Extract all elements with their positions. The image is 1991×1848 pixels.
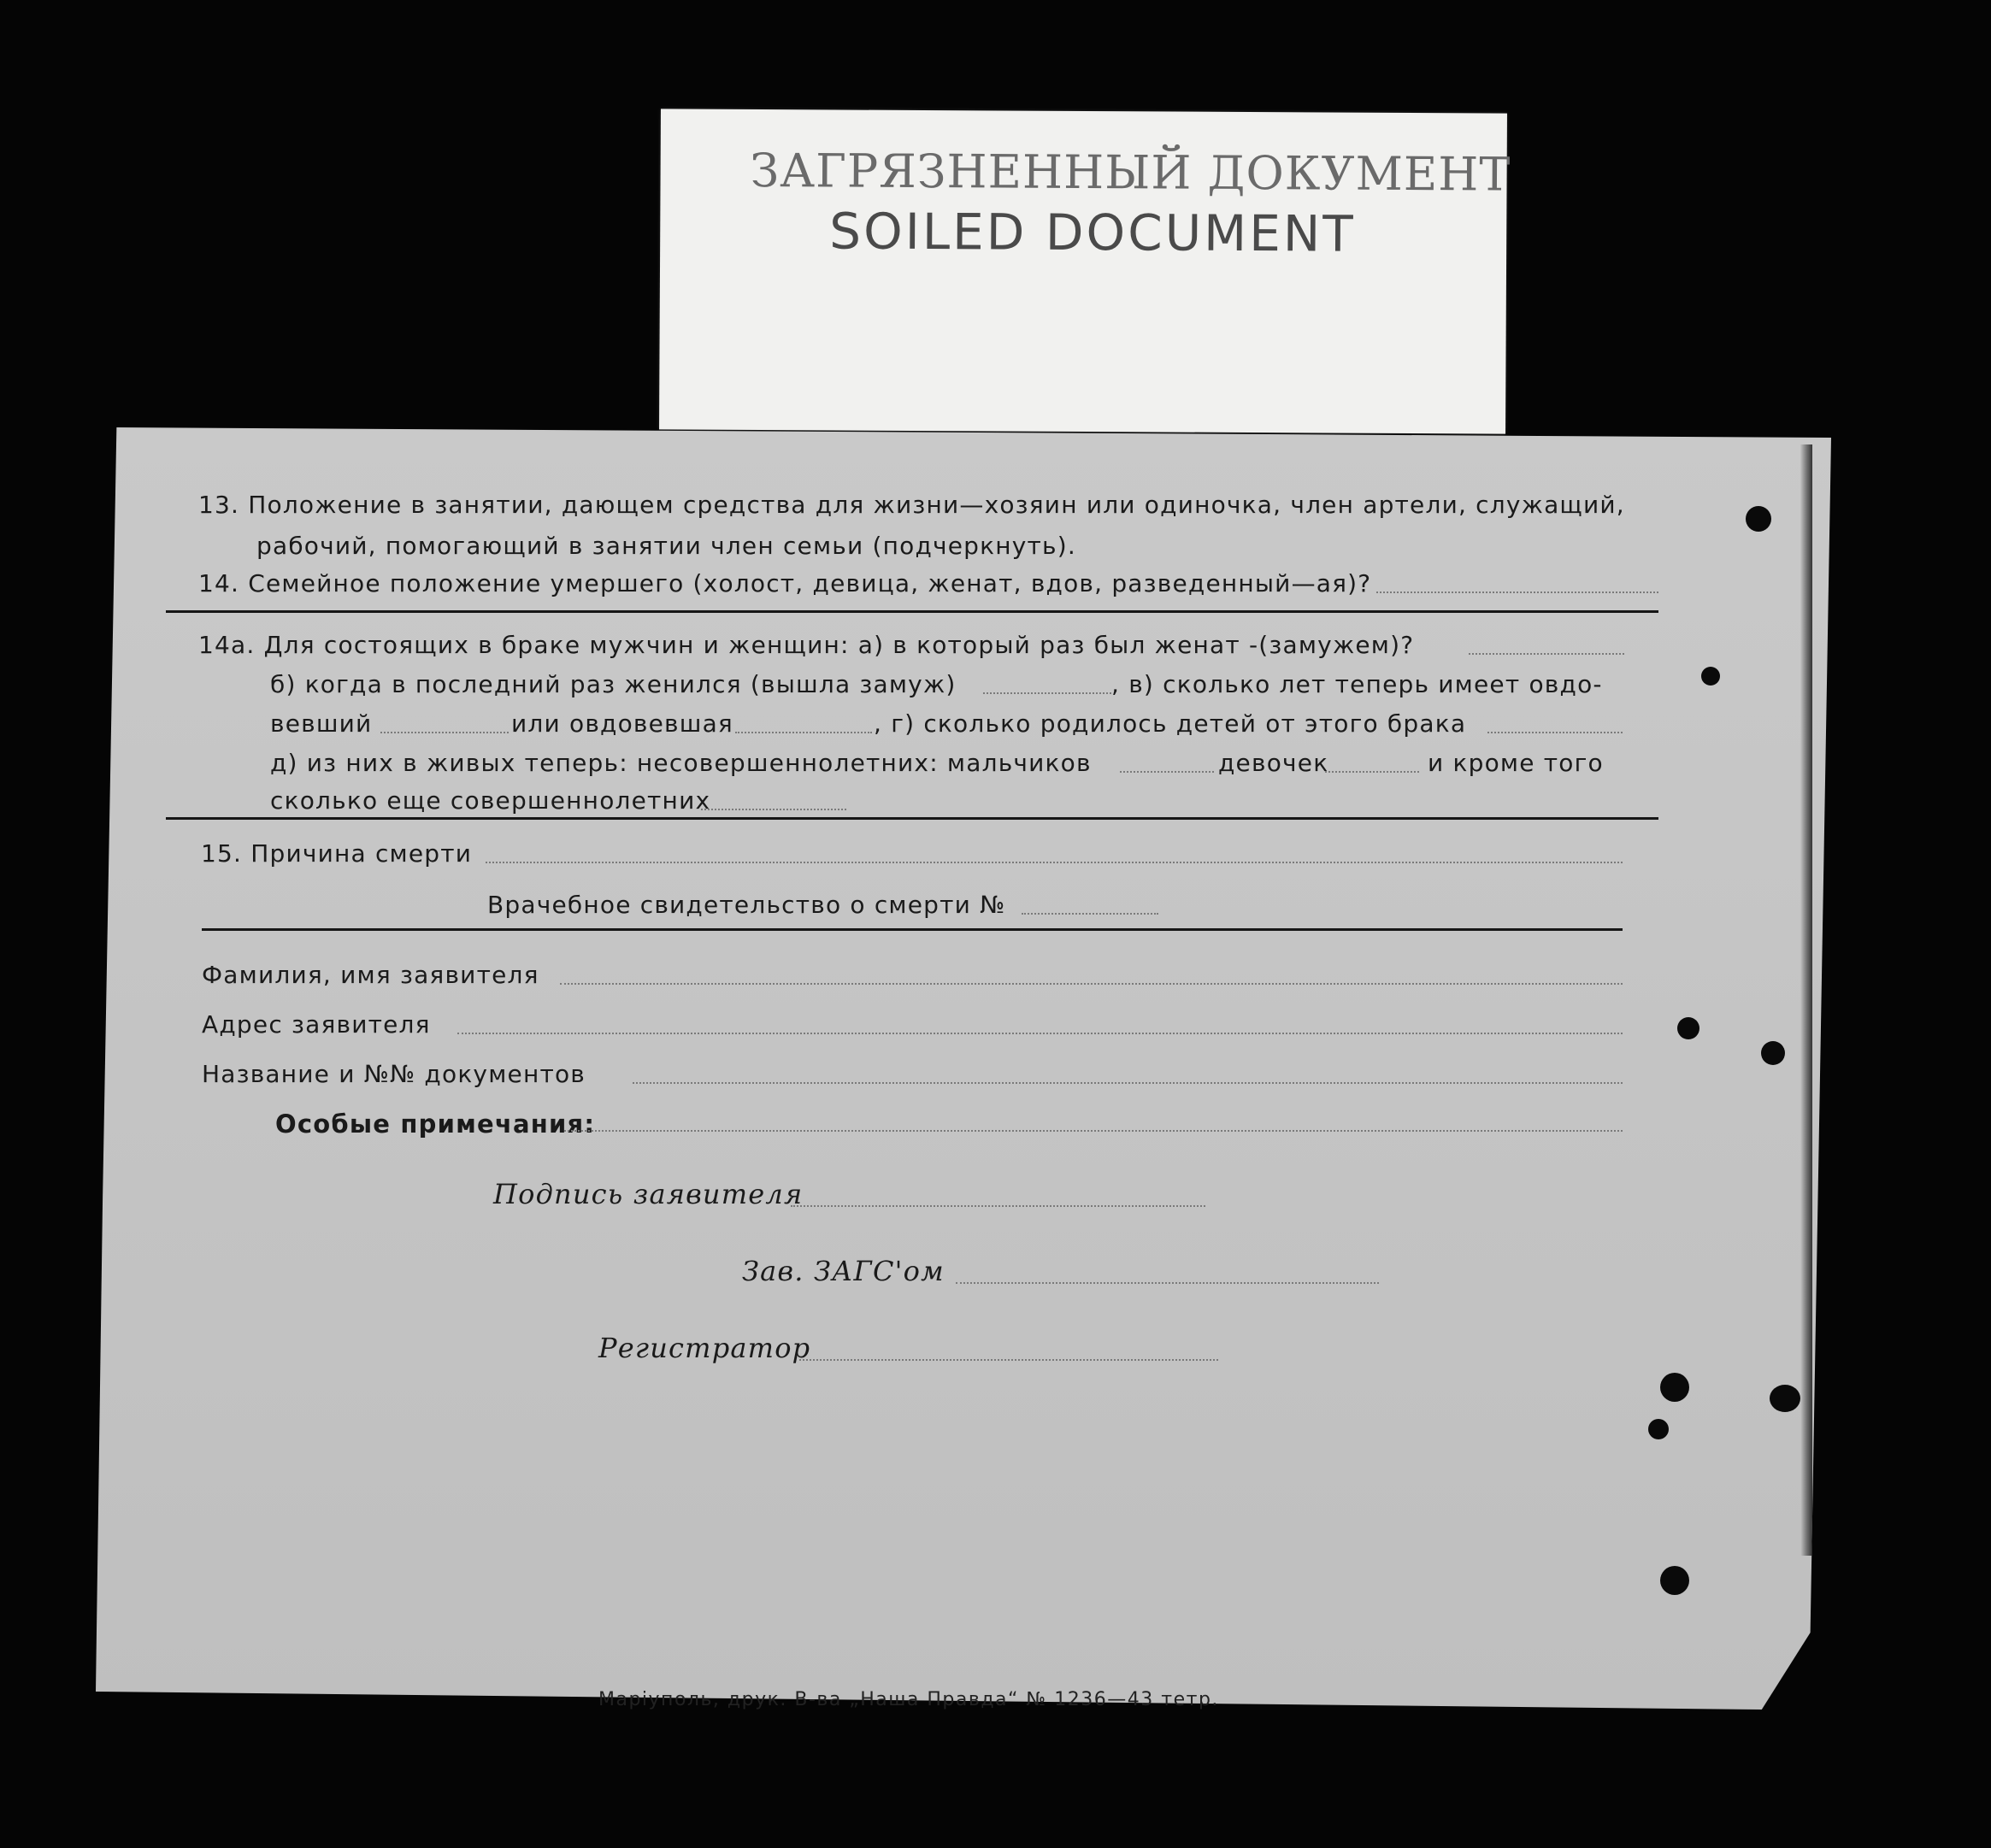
question-14a-line3a: вевший <box>270 709 373 738</box>
divider-rule <box>202 928 1623 931</box>
question-14a-line2b: , в) сколько лет теперь имеет овдо- <box>1111 670 1603 698</box>
divider-rule <box>166 610 1658 613</box>
question-15-cause-of-death: 15. Причина смерти <box>201 839 473 868</box>
printer-imprint: Маріуполь, друк. В-ва „Наша Правда“ № 1236—43 тетр. <box>598 1689 1219 1710</box>
applicant-name-line <box>560 983 1623 985</box>
question-14a-a-answer-line <box>1469 653 1624 655</box>
medical-certificate-number-line <box>1022 913 1158 915</box>
question-13-line1: 13. Положение в занятии, дающем средства для жизни—хозяин или одиночка, член артели, служащий, <box>198 491 1625 519</box>
question-14a-children-answer-line <box>1487 732 1623 733</box>
question-14a-girls-answer-line <box>1325 771 1419 773</box>
punch-hole <box>1701 667 1720 686</box>
registrar-signature-line <box>799 1359 1218 1361</box>
applicant-name-label: Фамилия, имя заявителя <box>202 961 539 989</box>
documents-line <box>633 1082 1623 1084</box>
cause-of-death-answer-line <box>486 862 1623 863</box>
applicant-address-label: Адрес заявителя <box>202 1010 431 1039</box>
special-notes-label: Особые примечания: <box>275 1109 596 1139</box>
question-14a-line5: сколько еще совершеннолетних <box>270 786 711 815</box>
question-14a-line4b: девочек <box>1218 749 1329 777</box>
applicant-signature-label: Подпись заявителя <box>493 1178 804 1210</box>
punch-hole <box>1648 1419 1669 1439</box>
question-13-line2: рабочий, помогающий в занятии член семьи (подчеркнуть). <box>256 532 1076 560</box>
question-14a-line4a: д) из них в живых теперь: несовершеннолетних: мальчиков <box>270 749 1092 777</box>
question-14a-widow-answer-line <box>735 732 872 733</box>
punch-hole <box>1677 1017 1699 1039</box>
question-14a-b-answer-line <box>983 692 1111 694</box>
question-14a-line2a: б) когда в последний раз женился (вышла замуж) <box>270 670 957 698</box>
question-14a-widower-answer-line <box>380 732 509 733</box>
punch-hole <box>1660 1373 1689 1402</box>
question-14a-line1: 14а. Для состоящих в браке мужчин и женщин: а) в который раз был женат -(замужем)? <box>198 631 1415 659</box>
punch-hole <box>1660 1566 1689 1595</box>
sheet-edge-shadow <box>1800 444 1812 1556</box>
question-14-answer-line <box>1376 591 1658 593</box>
applicant-address-line <box>457 1033 1623 1034</box>
punch-hole <box>1746 506 1771 532</box>
soiled-document-label <box>659 109 1511 433</box>
punch-hole <box>1761 1041 1785 1065</box>
punch-hole <box>1770 1385 1800 1412</box>
zags-head-signature-line <box>956 1282 1379 1284</box>
question-14a-line3b: или овдовевшая <box>511 709 733 738</box>
question-14a-adults-answer-line <box>701 809 846 810</box>
soiled-stamp-ru: ЗАГРЯЗНЕННЫЙ ДОКУМЕНТ <box>750 143 1511 202</box>
divider-rule <box>166 817 1658 820</box>
medical-certificate-label: Врачебное свидетельство о смерти № <box>487 891 1006 919</box>
registrar-label: Регистратор <box>598 1332 811 1364</box>
soiled-stamp-en: SOILED DOCUMENT <box>829 202 1356 263</box>
zags-head-label: Зав. ЗАГС'ом <box>742 1255 945 1287</box>
question-14a-boys-answer-line <box>1120 771 1214 773</box>
applicant-signature-line <box>791 1205 1205 1207</box>
question-14a-line3c: , г) сколько родилось детей от этого брака <box>874 709 1467 738</box>
question-14a-line4c: и кроме того <box>1428 749 1604 777</box>
special-notes-line <box>564 1130 1623 1132</box>
documents-label: Название и №№ документов <box>202 1060 586 1088</box>
question-14: 14. Семейное положение умершего (холост, девица, женат, вдов, разведенный—ая)? <box>198 569 1372 597</box>
